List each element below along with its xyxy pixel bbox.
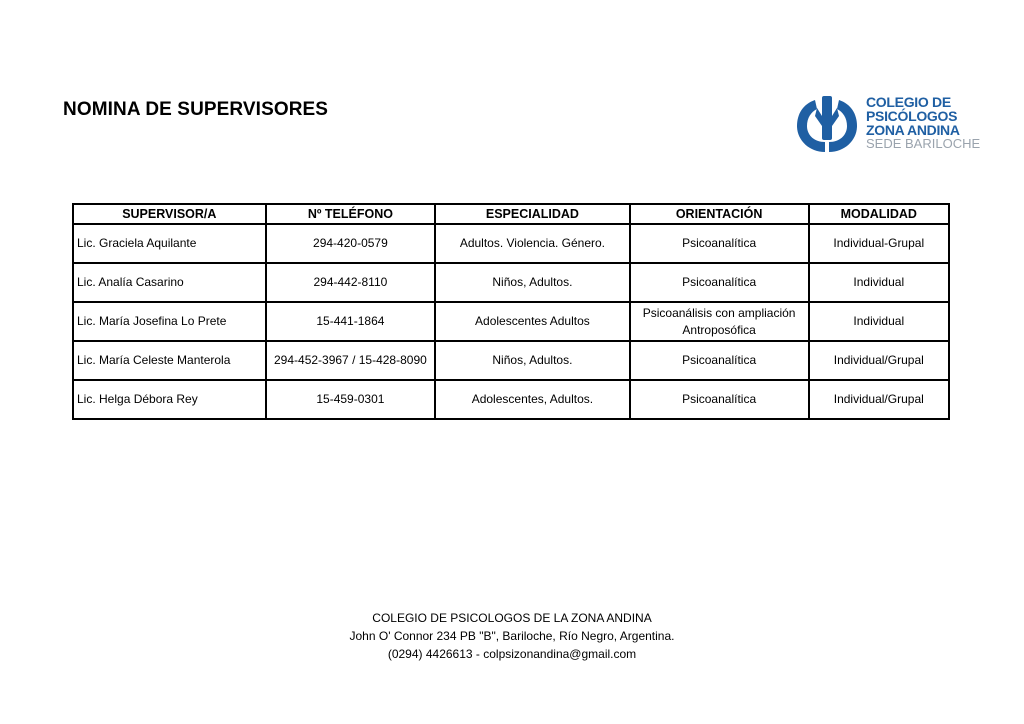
cell-modalidad: Individual xyxy=(809,263,949,302)
cell-orientacion: Psicoanalítica xyxy=(630,341,809,380)
logo-line-3: ZONA ANDINA xyxy=(866,122,960,138)
supervisors-table xyxy=(72,203,950,420)
cell-modalidad: Individual/Grupal xyxy=(809,341,949,380)
table-header-row xyxy=(73,204,949,224)
cell-especialidad: Niños, Adultos. xyxy=(435,341,630,380)
logo-line-2: PSICÓLOGOS xyxy=(866,108,958,124)
page-title: NOMINA DE SUPERVISORES xyxy=(63,99,329,120)
table-row xyxy=(73,302,949,341)
cell-modalidad: Individual/Grupal xyxy=(809,380,949,419)
cell-modalidad: Individual xyxy=(809,302,949,341)
header-supervisor: SUPERVISOR/A xyxy=(73,204,266,224)
cell-supervisor: Lic. María Josefina Lo Prete xyxy=(73,302,266,341)
logo-line-1: COLEGIO DE xyxy=(866,94,951,110)
cell-telefono: 294-420-0579 xyxy=(266,224,436,263)
cell-especialidad: Adultos. Violencia. Género. xyxy=(435,224,630,263)
table-row xyxy=(73,224,949,263)
cell-orientacion: Psicoanalítica xyxy=(630,224,809,263)
footer-contact: (0294) 4426613 - colpsizonandina@gmail.com xyxy=(387,647,637,661)
table-row xyxy=(73,263,949,302)
cell-orientacion: Psicoanalítica xyxy=(630,380,809,419)
header-modalidad: MODALIDAD xyxy=(809,204,949,224)
header-orientacion: ORIENTACIÓN xyxy=(630,204,809,224)
cell-especialidad: Niños, Adultos. xyxy=(435,263,630,302)
cell-supervisor: Lic. Helga Débora Rey xyxy=(73,380,266,419)
cell-telefono: 15-459-0301 xyxy=(266,380,436,419)
cell-especialidad: Adolescentes, Adultos. xyxy=(435,380,630,419)
header-telefono: Nº TELÉFONO xyxy=(266,204,436,224)
table-row xyxy=(73,341,949,380)
footer-org-name: COLEGIO DE PSICOLOGOS DE LA ZONA ANDINA xyxy=(372,611,652,625)
footer xyxy=(0,609,1024,663)
cell-telefono: 294-442-8110 xyxy=(266,263,436,302)
cell-supervisor: Lic. Graciela Aquilante xyxy=(73,224,266,263)
cell-supervisor: Lic. Analía Casarino xyxy=(73,263,266,302)
logo-line-4: SEDE BARILOCHE xyxy=(866,136,981,151)
logo xyxy=(795,94,981,156)
table-row xyxy=(73,380,949,419)
cell-telefono: 294-452-3967 / 15-428-8090 xyxy=(266,341,436,380)
cell-orientacion: Psicoanálisis con ampliación Antroposófica xyxy=(630,302,809,341)
cell-especialidad: Adolescentes Adultos xyxy=(435,302,630,341)
cell-modalidad: Individual-Grupal xyxy=(809,224,949,263)
footer-address: John O' Connor 234 PB "B", Bariloche, Río Negro, Argentina. xyxy=(349,629,675,643)
cell-orientacion: Psicoanalítica xyxy=(630,263,809,302)
cell-telefono: 15-441-1864 xyxy=(266,302,436,341)
header-especialidad: ESPECIALIDAD xyxy=(435,204,630,224)
cell-supervisor: Lic. María Celeste Manterola xyxy=(73,341,266,380)
logo-mark-icon xyxy=(795,94,859,154)
